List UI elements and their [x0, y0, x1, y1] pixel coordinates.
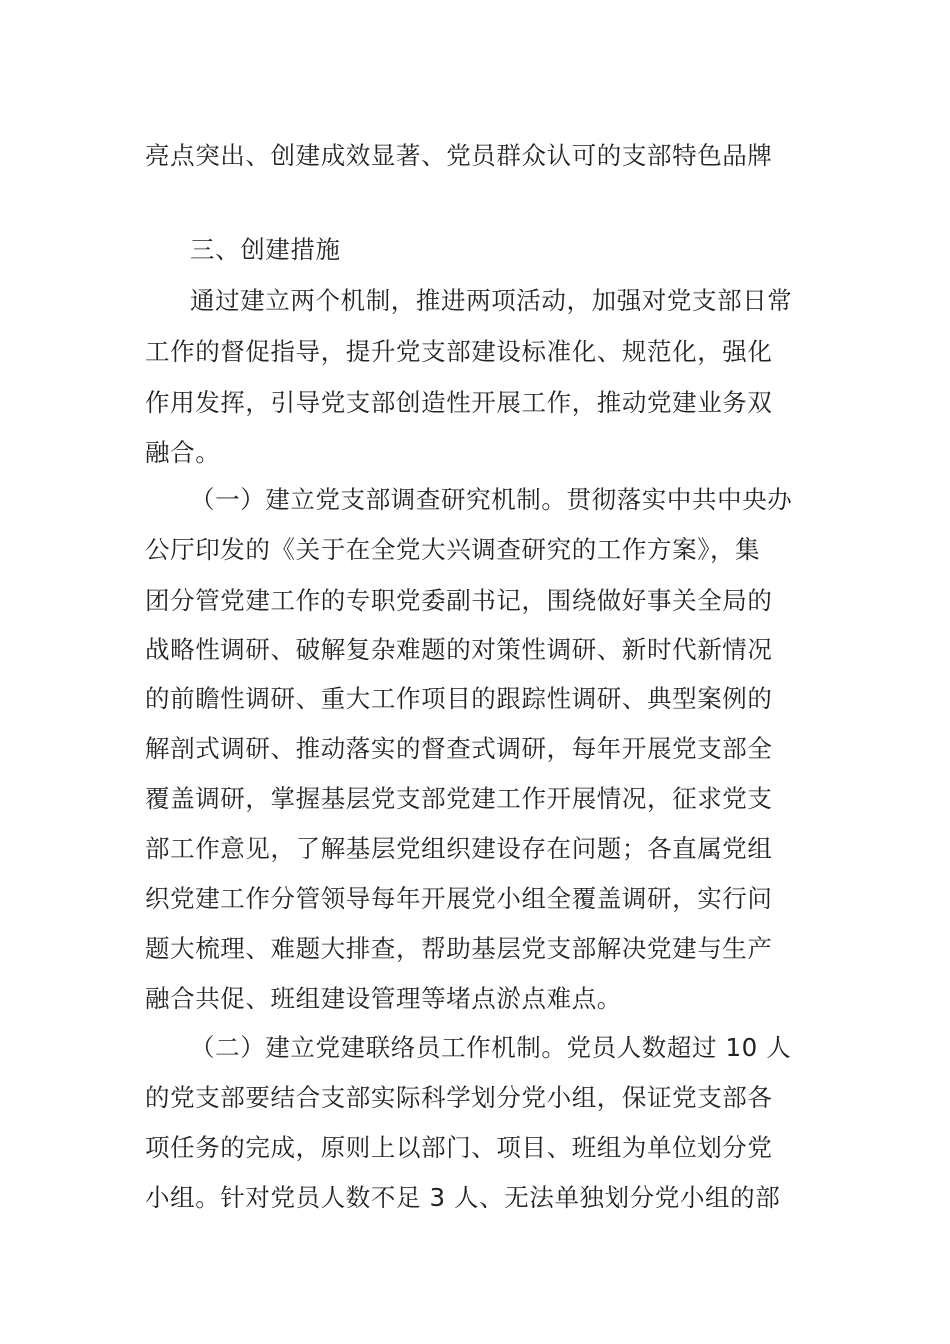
subsection-heading-2: （二）建立党建联络员工作机制。党员人数超过 10 人 — [190, 1033, 792, 1062]
text-line: 部工作意见，了解基层党组织建设存在问题；各直属党组 — [145, 834, 773, 863]
text-line: 融合。 — [145, 438, 221, 467]
text-line: 解剖式调研、推动落实的督查式调研，每年开展党支部全 — [145, 734, 773, 763]
text-line: 通过建立两个机制，推进两项活动，加强对党支部日常 — [190, 286, 793, 315]
text-line: 战略性调研、破解复杂难题的对策性调研、新时代新情况 — [145, 635, 773, 664]
text-line: 亮点突出、创建成效显著、党员群众认可的支部特色品牌 — [145, 141, 773, 170]
text-line: 的党支部要结合支部实际科学划分党小组，保证党支部各 — [145, 1083, 773, 1112]
text-line: 的前瞻性调研、重大工作项目的跟踪性调研、典型案例的 — [145, 684, 773, 713]
section-heading: 三、创建措施 — [190, 235, 341, 264]
text-line: 小组。针对党员人数不足 3 人、无法单独划分党小组的部 — [145, 1183, 781, 1212]
text-line: 题大梳理、难题大排查，帮助基层党支部解决党建与生产 — [145, 934, 773, 963]
text-line: 融合共促、班组建设管理等堵点淤点难点。 — [145, 984, 622, 1013]
text-line: 项任务的完成，原则上以部门、项目、班组为单位划分党 — [145, 1133, 773, 1162]
text-line: 团分管党建工作的专职党委副书记，围绕做好事关全局的 — [145, 586, 773, 615]
text-line: 作用发挥，引导党支部创造性开展工作，推动党建业务双 — [145, 388, 773, 417]
text-line: 织党建工作分管领导每年开展党小组全覆盖调研，实行问 — [145, 884, 773, 913]
text-line: 工作的督促指导，提升党支部建设标准化、规范化，强化 — [145, 337, 773, 366]
text-line: 覆盖调研，掌握基层党支部党建工作开展情况，征求党支 — [145, 784, 773, 813]
text-line: 公厅印发的《关于在全党大兴调查研究的工作方案》，集 — [145, 535, 761, 564]
subsection-heading-1: （一）建立党支部调查研究机制。贯彻落实中共中央办 — [190, 485, 793, 514]
